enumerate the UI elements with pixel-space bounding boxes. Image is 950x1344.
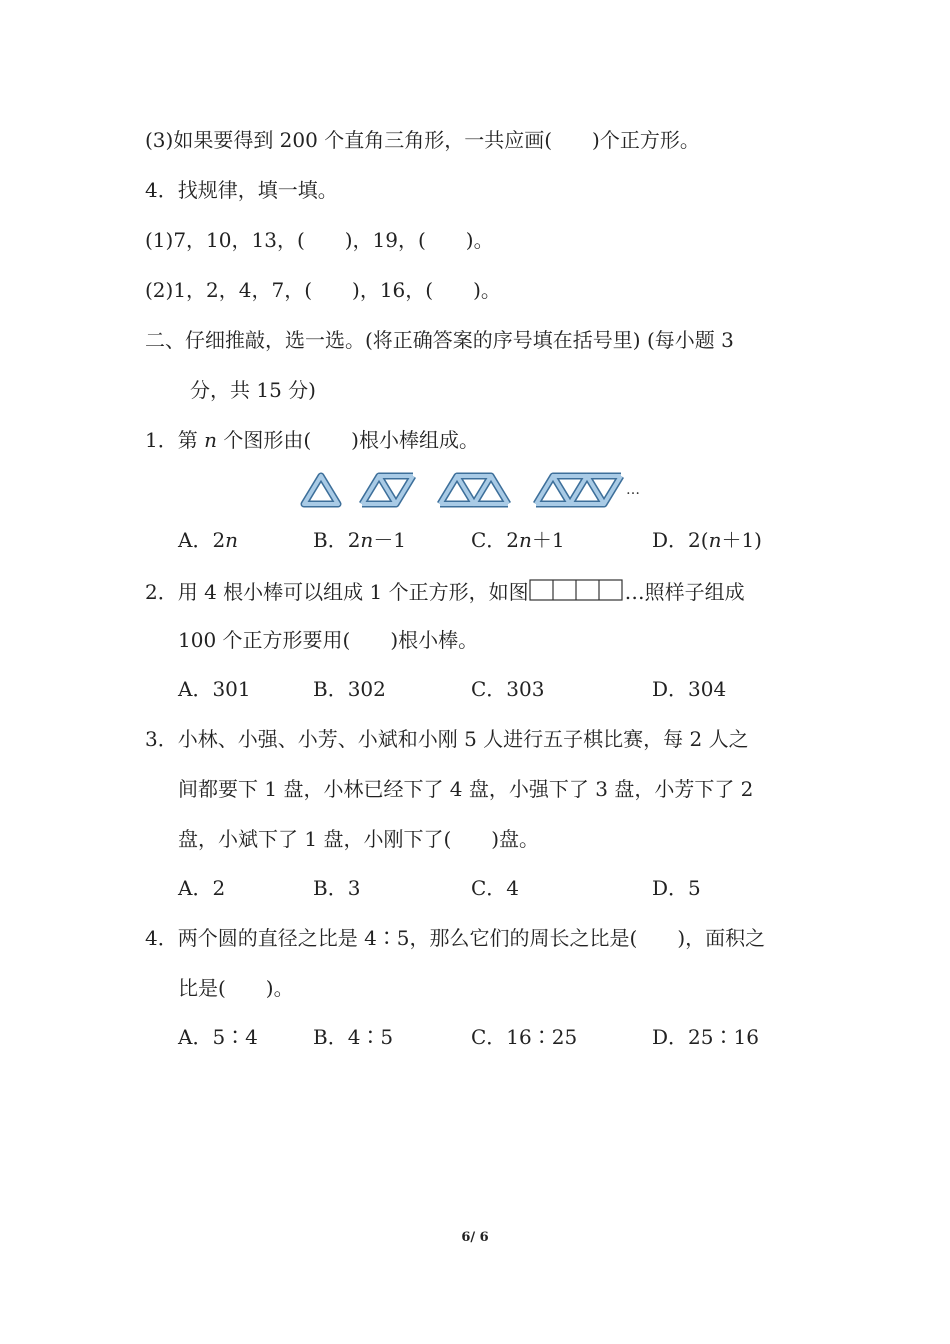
q1-stem-pre: 1．第: [145, 428, 205, 452]
stick-zigzag-inner: [362, 476, 413, 504]
q2-line2: 100 个正方形要用( )根小棒。: [178, 628, 479, 652]
q3-option-a: A．2: [178, 876, 226, 900]
figure-4: [536, 476, 621, 504]
q3-option-c: C．4: [471, 876, 520, 900]
q4-line2: 比是( )。: [178, 976, 294, 1000]
q4-line1: 4．两个圆的直径之比是 4∶5，那么它们的周长之比是( )，面积之: [145, 926, 766, 950]
q1-option-a: A．2n: [178, 528, 239, 552]
figure-ellipsis: …: [626, 482, 640, 498]
q3-line3: 盘，小斌下了 1 盘，小刚下了( )盘。: [178, 827, 540, 851]
q1-stem: [145, 428, 479, 452]
q3-line1: 3．小林、小强、小芳、小斌和小刚 5 人进行五子棋比赛，每 2 人之: [145, 727, 749, 751]
figure-2: [362, 476, 413, 504]
q3-option-b: B．3: [313, 876, 361, 900]
q1-option-b: B．2n－1: [313, 528, 407, 552]
q4-option-b: B．4∶5: [313, 1025, 394, 1049]
q1-stem-post: 个图形由( )根小棒组成。: [216, 428, 479, 452]
q1-option-d: D．2(n＋1): [652, 528, 762, 552]
q4-2: (2)1，2，4，7，( )，16，( )。: [145, 278, 501, 302]
figure-3: [440, 476, 508, 504]
q4-title: 4．找规律，填一填。: [145, 178, 338, 202]
q1-option-c: C．2n＋1: [471, 528, 565, 552]
section2-heading-line1: 二、仔细推敲，选一选。(将正确答案的序号填在括号里) (每小题 3: [145, 328, 734, 352]
q1-stem-var: n: [204, 428, 217, 452]
stick-triangles-figure: [300, 466, 650, 512]
line-q3-3: (3)如果要得到 200 个直角三角形，一共应画( )个正方形。: [145, 128, 700, 152]
q4-1: (1)7，10，13，( )，19，( )。: [145, 228, 494, 252]
figure-1: [304, 476, 338, 504]
q4-option-c: C．16∶25: [471, 1025, 578, 1049]
q2-line1: 2．用 4 根小棒可以组成 1 个正方形，如图 …照样子组成: [145, 580, 745, 604]
stick-triangle: [304, 476, 338, 504]
q3-line2: 间都要下 1 盘，小林已经下了 4 盘，小强下了 3 盘，小芳下了 2: [178, 777, 754, 801]
page-number: 6/ 6: [461, 1230, 489, 1245]
q4-option-d: D．25∶16: [652, 1025, 759, 1049]
square-sticks-figure: [529, 578, 625, 602]
section2-heading-line2: 分，共 15 分): [190, 378, 316, 402]
q2-option-c: C．303: [471, 677, 545, 701]
q2-option-b: B．302: [313, 677, 386, 701]
q2-option-a: A．301: [178, 677, 251, 701]
q2-option-d: D．304: [652, 677, 727, 701]
q3-option-d: D．5: [652, 876, 701, 900]
q4-option-a: A．5∶4: [178, 1025, 258, 1049]
